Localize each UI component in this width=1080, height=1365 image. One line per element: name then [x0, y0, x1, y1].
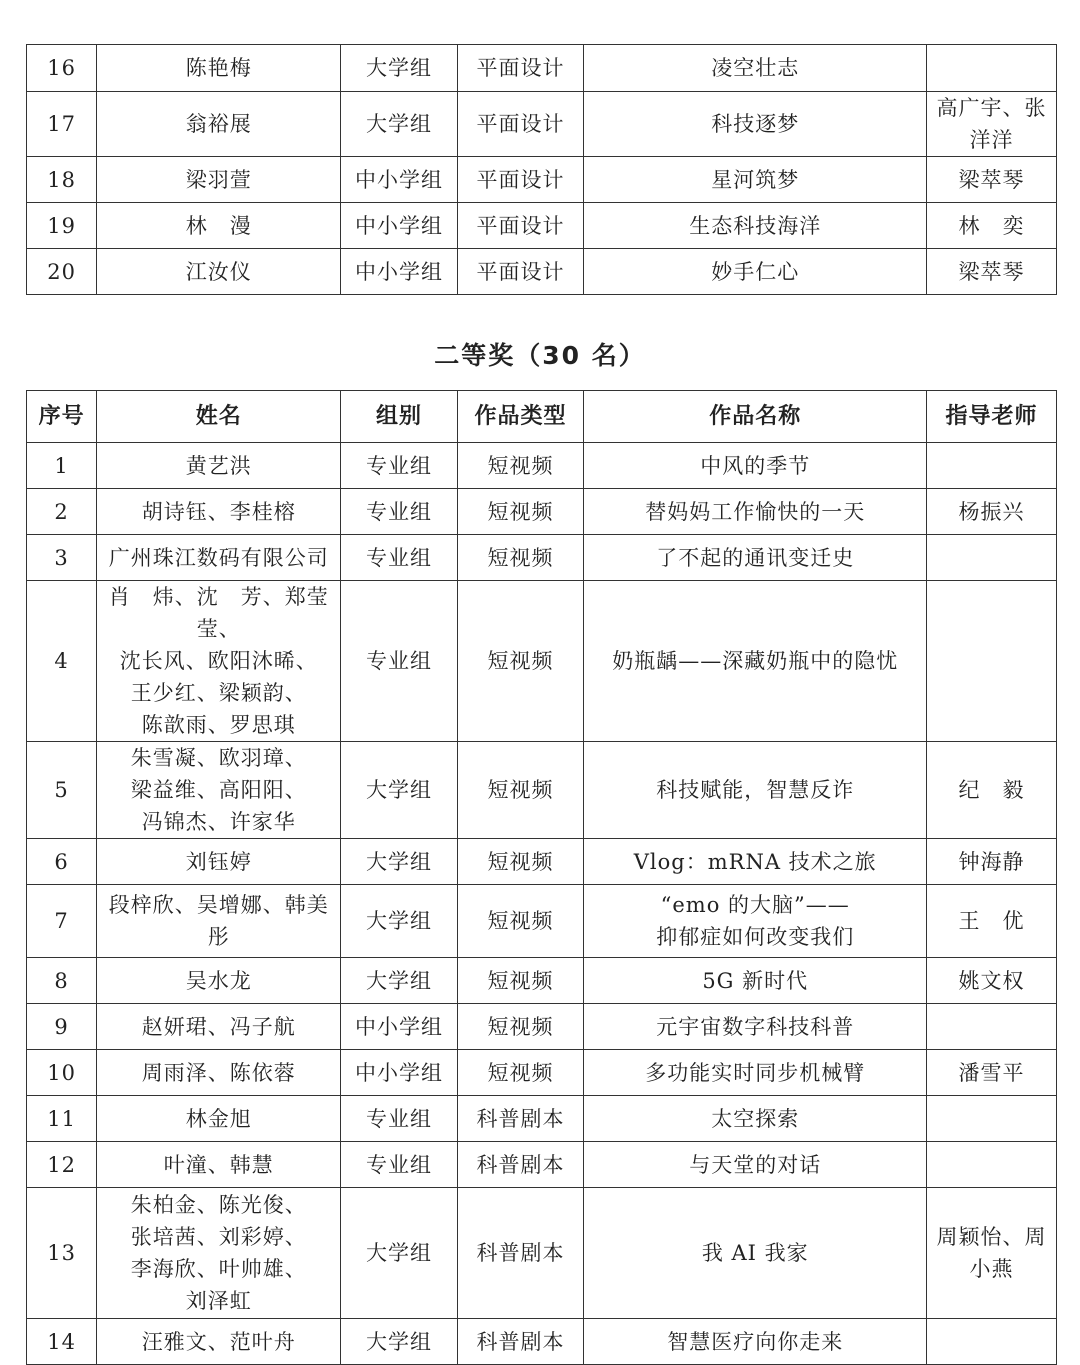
table-row — [27, 157, 1057, 203]
second-prize-table-body — [27, 443, 1057, 1365]
header-title: 作品名称 — [584, 391, 927, 443]
table-row — [27, 443, 1057, 489]
cell-title: “emo 的大脑”—— 抑郁症如何改变我们 — [584, 885, 927, 958]
cell-name: 吴水龙 — [97, 958, 341, 1004]
cell-title: 凌空壮志 — [584, 45, 927, 92]
cell-name: 周雨泽、陈依蓉 — [97, 1050, 341, 1096]
cell-name: 陈艳梅 — [97, 45, 341, 92]
cell-no: 17 — [27, 92, 97, 157]
cell-group: 中小学组 — [341, 249, 457, 295]
table-row — [27, 1188, 1057, 1319]
cell-group: 大学组 — [341, 92, 457, 157]
table-row — [27, 581, 1057, 742]
cell-group: 大学组 — [341, 839, 457, 885]
cell-type: 短视频 — [457, 742, 584, 839]
cell-no: 18 — [27, 157, 97, 203]
header-group: 组别 — [341, 391, 457, 443]
cell-no: 9 — [27, 1004, 97, 1050]
cell-no: 12 — [27, 1142, 97, 1188]
cell-type: 平面设计 — [457, 157, 584, 203]
cell-teacher — [927, 1004, 1057, 1050]
table-row — [27, 1142, 1057, 1188]
cell-type: 短视频 — [457, 885, 584, 958]
cell-no: 2 — [27, 489, 97, 535]
cell-title: 中风的季节 — [584, 443, 927, 489]
table-row — [27, 92, 1057, 157]
cell-type: 平面设计 — [457, 45, 584, 92]
cell-group: 专业组 — [341, 581, 457, 742]
cell-name: 刘钰婷 — [97, 839, 341, 885]
cell-title: 科技赋能，智慧反诈 — [584, 742, 927, 839]
cell-title: Vlog：mRNA 技术之旅 — [584, 839, 927, 885]
header-name: 姓名 — [97, 391, 341, 443]
cell-no: 6 — [27, 839, 97, 885]
cell-type: 短视频 — [457, 535, 584, 581]
cell-teacher — [927, 581, 1057, 742]
cell-teacher: 林 奕 — [927, 203, 1057, 249]
cell-no: 7 — [27, 885, 97, 958]
cell-group: 专业组 — [341, 1096, 457, 1142]
cell-name: 胡诗钰、李桂榕 — [97, 489, 341, 535]
cell-title: 与天堂的对话 — [584, 1142, 927, 1188]
cell-no: 3 — [27, 535, 97, 581]
table-row — [27, 958, 1057, 1004]
header-teacher: 指导老师 — [927, 391, 1057, 443]
table-row — [27, 742, 1057, 839]
cell-type: 短视频 — [457, 443, 584, 489]
table-header-row — [27, 391, 1057, 443]
cell-teacher: 杨振兴 — [927, 489, 1057, 535]
cell-name: 林金旭 — [97, 1096, 341, 1142]
cell-title: 生态科技海洋 — [584, 203, 927, 249]
cell-no: 16 — [27, 45, 97, 92]
cell-group: 专业组 — [341, 535, 457, 581]
cell-group: 专业组 — [341, 443, 457, 489]
cell-group: 中小学组 — [341, 157, 457, 203]
cell-teacher: 钟海静 — [927, 839, 1057, 885]
cell-type: 科普剧本 — [457, 1096, 584, 1142]
cell-no: 19 — [27, 203, 97, 249]
cell-group: 大学组 — [341, 958, 457, 1004]
cell-teacher: 潘雪平 — [927, 1050, 1057, 1096]
cell-group: 大学组 — [341, 742, 457, 839]
cell-group: 专业组 — [341, 1142, 457, 1188]
cell-teacher: 梁萃琴 — [927, 249, 1057, 295]
cell-title: 元宇宙数字科技科普 — [584, 1004, 927, 1050]
cell-group: 大学组 — [341, 1188, 457, 1319]
cell-type: 平面设计 — [457, 203, 584, 249]
cell-name: 叶潼、韩慧 — [97, 1142, 341, 1188]
cell-no: 14 — [27, 1319, 97, 1365]
cell-teacher — [927, 45, 1057, 92]
cell-type: 科普剧本 — [457, 1319, 584, 1365]
table-row — [27, 1004, 1057, 1050]
cell-title: 太空探索 — [584, 1096, 927, 1142]
cell-name: 朱雪凝、欧羽璋、 梁益维、高阳阳、 冯锦杰、许家华 — [97, 742, 341, 839]
cell-no: 8 — [27, 958, 97, 1004]
cell-type: 平面设计 — [457, 92, 584, 157]
cell-name: 林 漫 — [97, 203, 341, 249]
cell-name: 翁裕展 — [97, 92, 341, 157]
cell-title: 5G 新时代 — [584, 958, 927, 1004]
cell-name: 黄艺洪 — [97, 443, 341, 489]
award-table-continued — [26, 44, 1057, 295]
cell-name: 段梓欣、吴增娜、韩美彤 — [97, 885, 341, 958]
cell-teacher: 王 优 — [927, 885, 1057, 958]
table-row — [27, 1319, 1057, 1365]
table-row — [27, 839, 1057, 885]
header-type: 作品类型 — [457, 391, 584, 443]
cell-title: 我 AI 我家 — [584, 1188, 927, 1319]
cell-type: 科普剧本 — [457, 1142, 584, 1188]
cell-no: 20 — [27, 249, 97, 295]
cell-teacher — [927, 1142, 1057, 1188]
table-row — [27, 1050, 1057, 1096]
cell-group: 大学组 — [341, 885, 457, 958]
cell-teacher — [927, 443, 1057, 489]
cell-no: 5 — [27, 742, 97, 839]
cell-no: 13 — [27, 1188, 97, 1319]
cell-type: 短视频 — [457, 1004, 584, 1050]
cell-teacher: 纪 毅 — [927, 742, 1057, 839]
cell-group: 大学组 — [341, 45, 457, 92]
cell-title: 妙手仁心 — [584, 249, 927, 295]
cell-title: 奶瓶龋——深藏奶瓶中的隐忧 — [584, 581, 927, 742]
cell-title: 智慧医疗向你走来 — [584, 1319, 927, 1365]
cell-teacher — [927, 1319, 1057, 1365]
cell-type: 短视频 — [457, 489, 584, 535]
cell-type: 平面设计 — [457, 249, 584, 295]
cell-group: 专业组 — [341, 489, 457, 535]
table-row — [27, 1096, 1057, 1142]
cell-no: 4 — [27, 581, 97, 742]
award-table-continued-body — [27, 45, 1057, 295]
cell-teacher — [927, 535, 1057, 581]
table-row — [27, 249, 1057, 295]
cell-group: 中小学组 — [341, 1050, 457, 1096]
cell-no: 1 — [27, 443, 97, 489]
table-row — [27, 535, 1057, 581]
cell-type: 科普剧本 — [457, 1188, 584, 1319]
second-prize-table — [26, 390, 1057, 1365]
cell-teacher: 周颖怡、周 小燕 — [927, 1188, 1057, 1319]
cell-type: 短视频 — [457, 581, 584, 742]
cell-no: 10 — [27, 1050, 97, 1096]
cell-name: 肖 炜、沈 芳、郑莹莹、 沈长风、欧阳沐晞、 王少红、梁颖韵、 陈歆雨、罗思琪 — [97, 581, 341, 742]
table-row — [27, 885, 1057, 958]
cell-group: 大学组 — [341, 1319, 457, 1365]
cell-title: 科技逐梦 — [584, 92, 927, 157]
cell-title: 星河筑梦 — [584, 157, 927, 203]
cell-name: 汪雅文、范叶舟 — [97, 1319, 341, 1365]
cell-teacher — [927, 1096, 1057, 1142]
header-no: 序号 — [27, 391, 97, 443]
table-row — [27, 203, 1057, 249]
cell-type: 短视频 — [457, 1050, 584, 1096]
cell-teacher: 梁萃琴 — [927, 157, 1057, 203]
cell-title: 了不起的通讯变迁史 — [584, 535, 927, 581]
cell-type: 短视频 — [457, 839, 584, 885]
cell-group: 中小学组 — [341, 203, 457, 249]
cell-teacher: 姚文权 — [927, 958, 1057, 1004]
cell-no: 11 — [27, 1096, 97, 1142]
cell-group: 中小学组 — [341, 1004, 457, 1050]
cell-title: 替妈妈工作愉快的一天 — [584, 489, 927, 535]
cell-title: 多功能实时同步机械臂 — [584, 1050, 927, 1096]
table-row — [27, 45, 1057, 92]
cell-name: 江汝仪 — [97, 249, 341, 295]
cell-name: 广州珠江数码有限公司 — [97, 535, 341, 581]
cell-name: 赵妍珺、冯子航 — [97, 1004, 341, 1050]
table-row — [27, 489, 1057, 535]
section-heading-second-prize: 二等奖（30 名） — [434, 341, 646, 370]
cell-teacher: 高广宇、张 洋洋 — [927, 92, 1057, 157]
cell-type: 短视频 — [457, 958, 584, 1004]
cell-name: 梁羽萱 — [97, 157, 341, 203]
cell-name: 朱柏金、陈光俊、 张培茜、刘彩婷、 李海欣、叶帅雄、 刘泽虹 — [97, 1188, 341, 1319]
